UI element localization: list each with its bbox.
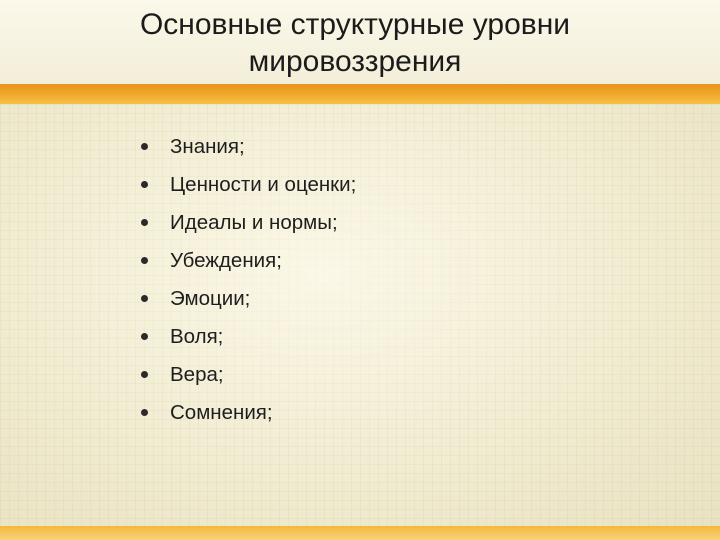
bullet-text: Идеалы и нормы;	[170, 211, 338, 234]
bullet-item	[140, 356, 356, 394]
bullet-dot-icon	[141, 257, 148, 264]
bullet-text: Сомнения;	[170, 401, 273, 424]
bullet-item	[140, 128, 356, 166]
bullet-dot-icon	[141, 409, 148, 416]
bullet-dot-icon	[141, 295, 148, 302]
bullet-text: Воля;	[170, 325, 224, 348]
bullet-dot-icon	[141, 333, 148, 340]
bullet-item	[140, 166, 356, 204]
bullet-item	[140, 318, 356, 356]
bullet-dot-icon	[141, 181, 148, 188]
bullet-item	[140, 242, 356, 280]
bullet-text: Эмоции;	[170, 287, 251, 310]
bullet-text: Знания;	[170, 135, 245, 158]
bullet-text: Ценности и оценки;	[170, 173, 357, 196]
bullet-dot-icon	[141, 143, 148, 150]
accent-bar-top	[0, 84, 720, 104]
bullet-dot-icon	[141, 371, 148, 378]
bullet-text: Убеждения;	[170, 249, 282, 272]
bullet-text: Вера;	[170, 363, 224, 386]
bullet-item	[140, 280, 356, 318]
bullet-item	[140, 204, 356, 242]
accent-bar-bottom	[0, 526, 720, 540]
bullet-item	[140, 394, 356, 432]
slide-title: Основные структурные уровни мировоззрения	[139, 8, 571, 78]
content-area	[0, 104, 720, 526]
bullet-list	[140, 128, 356, 432]
bullet-dot-icon	[141, 219, 148, 226]
